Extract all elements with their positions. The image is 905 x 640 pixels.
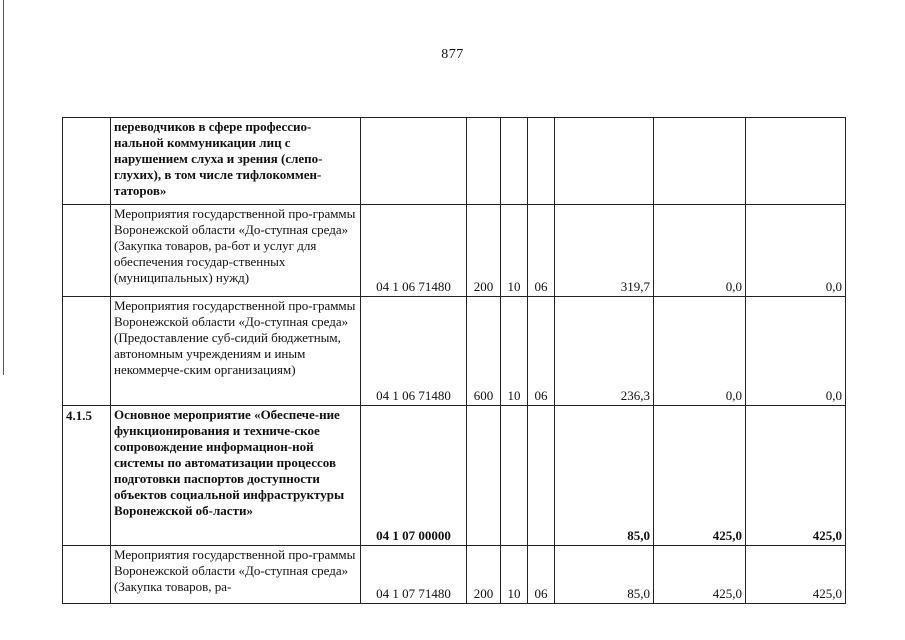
row-year3: 425,0 — [746, 406, 846, 546]
row-year2: 0,0 — [654, 297, 746, 406]
row-year3: 0,0 — [746, 205, 846, 297]
row-rz: 10 — [501, 546, 528, 604]
table-row — [63, 297, 846, 406]
row-number — [63, 118, 111, 205]
row-pr — [528, 406, 555, 546]
row-rz: 10 — [501, 297, 528, 406]
table-row — [63, 546, 846, 604]
row-year2: 425,0 — [654, 546, 746, 604]
row-number — [63, 297, 111, 406]
budget-table — [62, 117, 846, 604]
row-name: Мероприятия государственной про-граммы Воронежской области «До-ступная среда» (Закупка товаров, ра- — [111, 546, 361, 604]
row-name: Мероприятия государственной про-граммы Воронежской области «До-ступная среда» (Предоставление суб-сидий бюджетным, автономным учреждениям и иным некоммерче-ским организациям) — [111, 297, 361, 406]
row-number: 4.1.5 — [63, 406, 111, 546]
row-vr: 200 — [467, 546, 501, 604]
row-pr: 06 — [528, 205, 555, 297]
row-year3: 0,0 — [746, 297, 846, 406]
row-code: 04 1 07 71480 — [361, 546, 467, 604]
row-code: 04 1 06 71480 — [361, 297, 467, 406]
table-row — [63, 406, 846, 546]
row-year2 — [654, 118, 746, 205]
row-code: 04 1 06 71480 — [361, 205, 467, 297]
row-name: Основное мероприятие «Обеспече-ние функционирования и техниче-ское сопровождение информацион-ной системы по автоматизации процессов подготовки паспортов доступности объектов социальной инфраструктуры Воронежской об-ласти» — [111, 406, 361, 546]
row-year2: 0,0 — [654, 205, 746, 297]
row-year3 — [746, 118, 846, 205]
row-number — [63, 205, 111, 297]
row-code: 04 1 07 00000 — [361, 406, 467, 546]
row-year1: 236,3 — [555, 297, 654, 406]
row-pr — [528, 118, 555, 205]
row-year1: 85,0 — [555, 406, 654, 546]
row-rz: 10 — [501, 205, 528, 297]
row-vr: 200 — [467, 205, 501, 297]
row-pr: 06 — [528, 297, 555, 406]
row-name: переводчиков в сфере профессио-нальной коммуникации лиц с нарушением слуха и зрения (слепо-глухих), в том числе тифлокоммен-таторов» — [111, 118, 361, 205]
row-code — [361, 118, 467, 205]
row-name: Мероприятия государственной про-граммы Воронежской области «До-ступная среда» (Закупка товаров, ра-бот и услуг для обеспечения государ-ственных (муниципальных) нужд) — [111, 205, 361, 297]
table-row — [63, 205, 846, 297]
page-number: 877 — [441, 47, 464, 62]
table-row — [63, 118, 846, 205]
row-year3: 425,0 — [746, 546, 846, 604]
row-year1 — [555, 118, 654, 205]
row-rz — [501, 118, 528, 205]
row-vr — [467, 118, 501, 205]
row-year2: 425,0 — [654, 406, 746, 546]
row-number — [63, 546, 111, 604]
row-vr: 600 — [467, 297, 501, 406]
row-rz — [501, 406, 528, 546]
row-pr: 06 — [528, 546, 555, 604]
row-vr — [467, 406, 501, 546]
row-year1: 85,0 — [555, 546, 654, 604]
row-year1: 319,7 — [555, 205, 654, 297]
